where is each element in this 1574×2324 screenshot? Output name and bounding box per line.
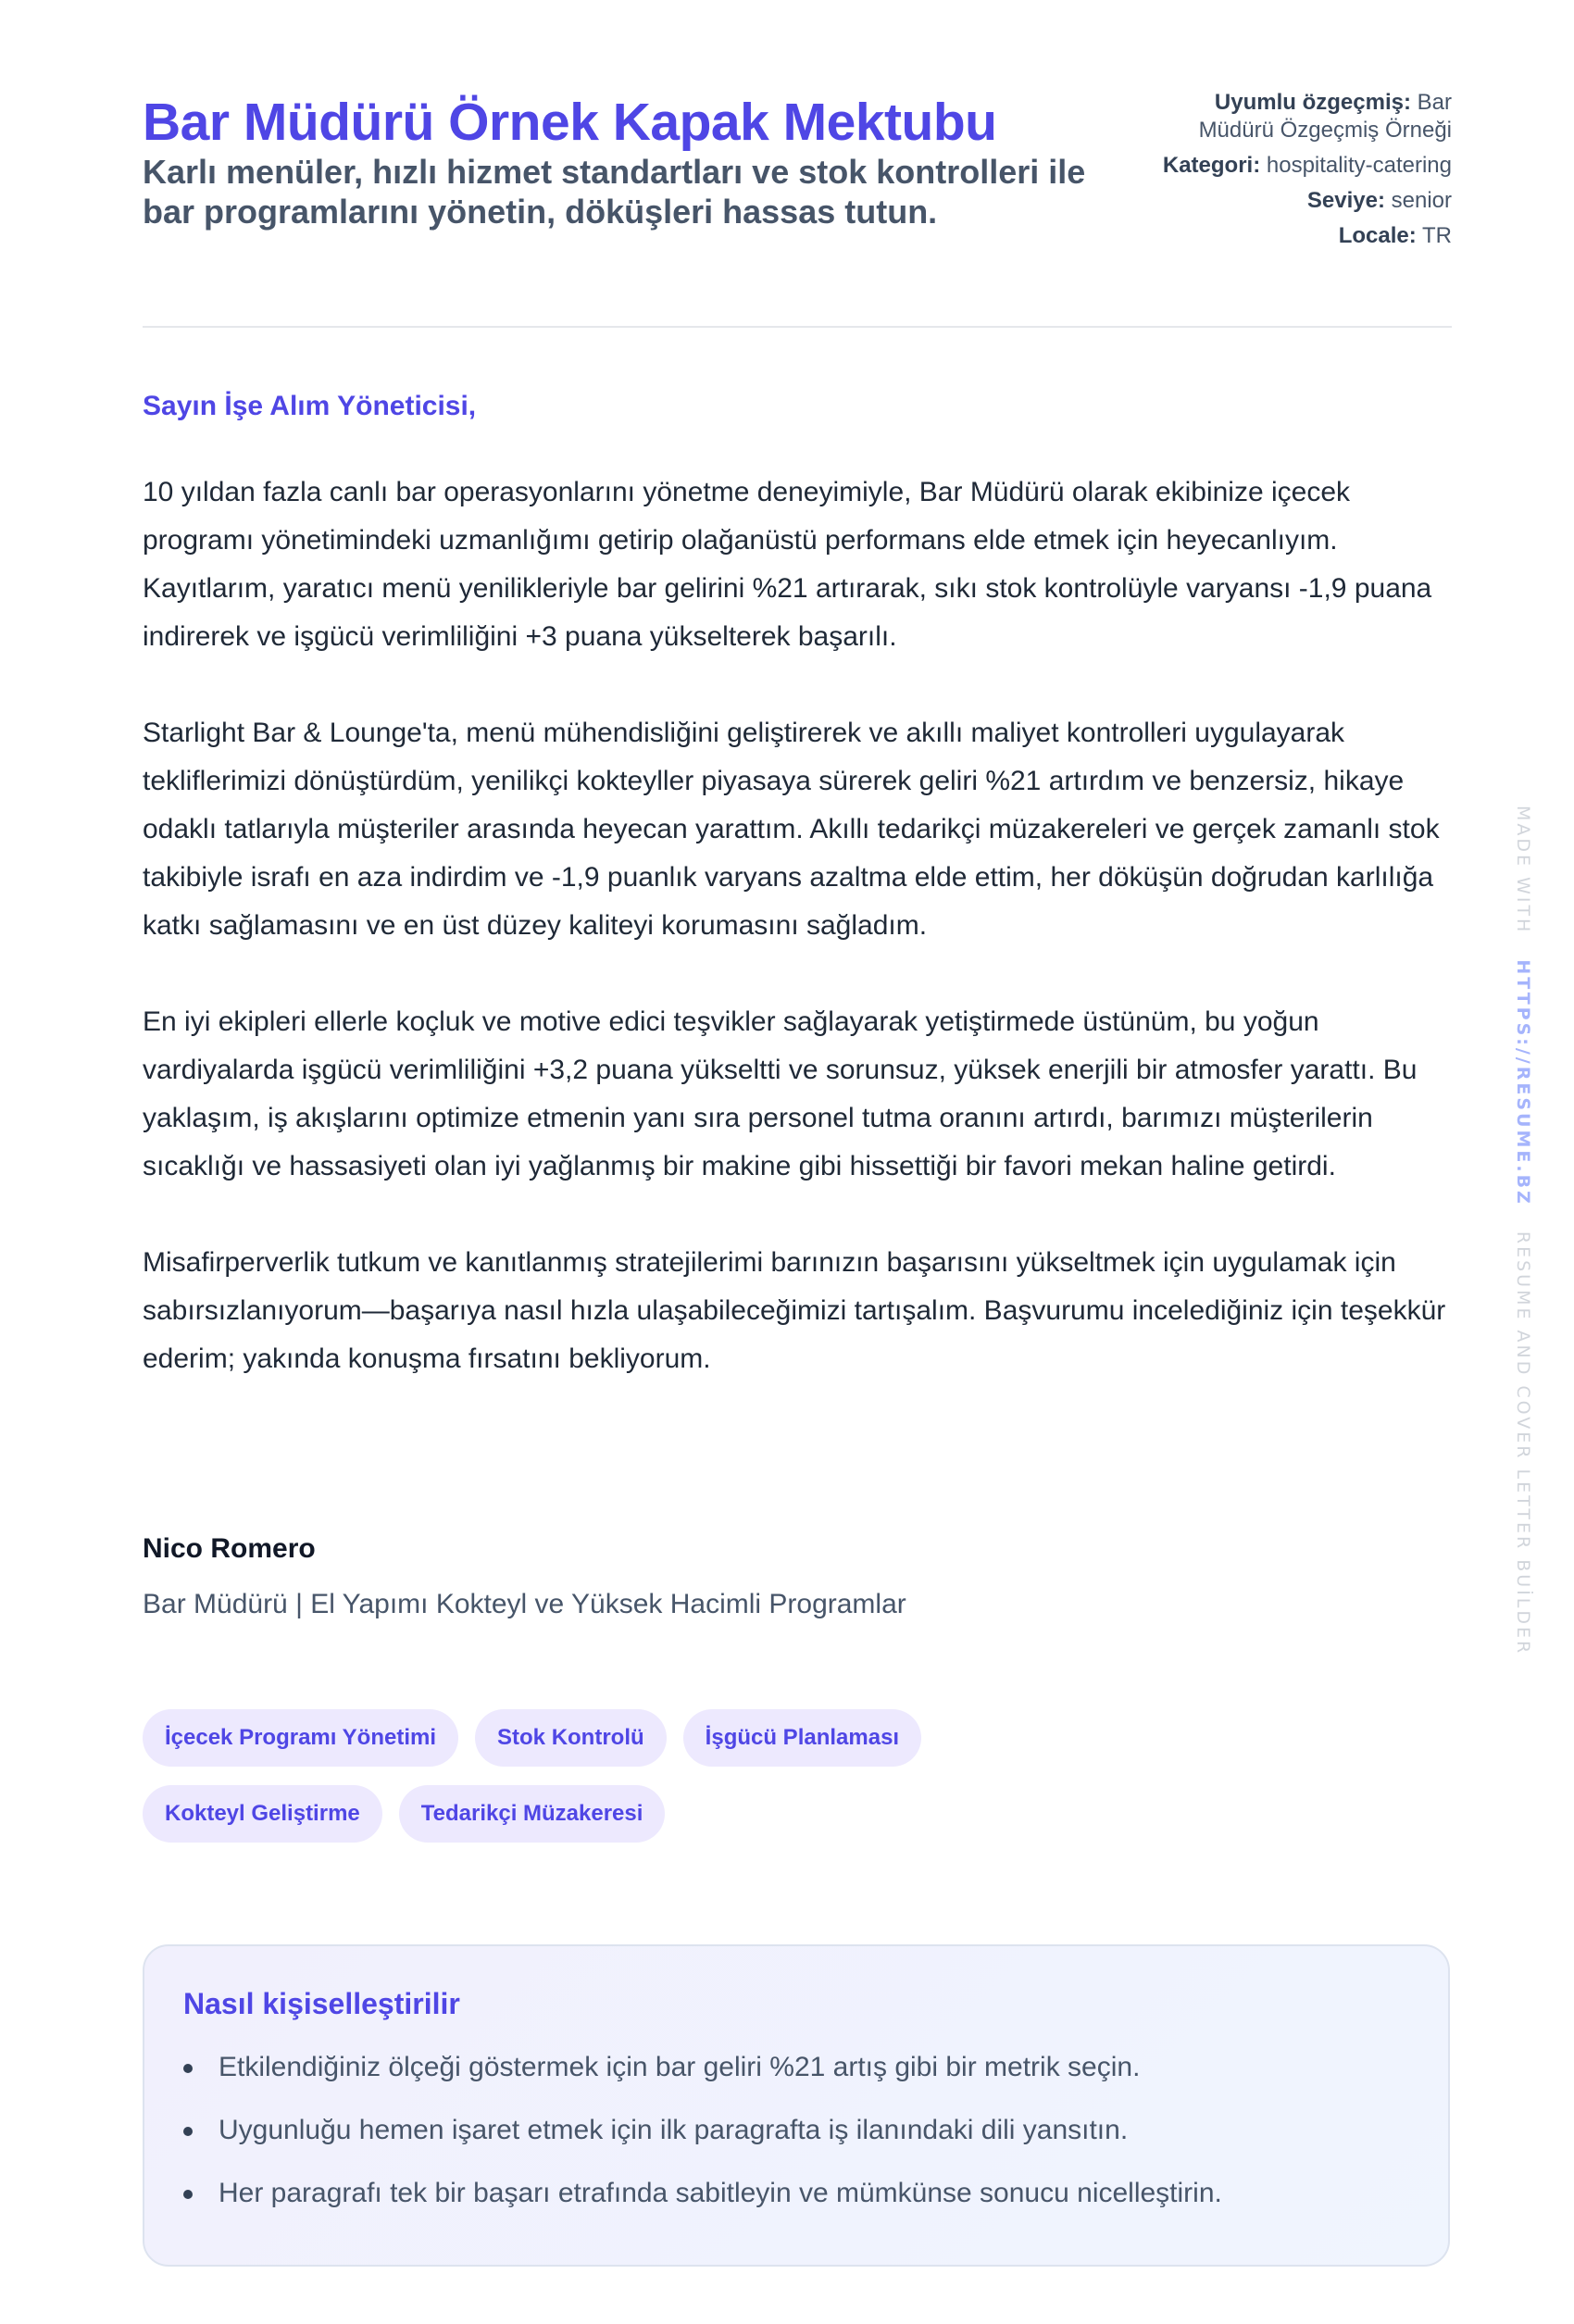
tip-item [183, 2171, 1409, 2216]
bullet-icon [183, 2127, 193, 2136]
signature-name: Nico Romero [143, 1533, 316, 1564]
letter-paragraph: 10 yıldan fazla canlı bar operasyonlarını yönetme deneyimiyle, Bar Müdürü olarak ekibinize içecek programı yönetimindeki uzmanlığımı getirip olağanüstü performans elde etmek için heyecanlıyım. Kayıtlarım, yaratıcı menü yenilikleriyle bar gelirini %21 artırarak, sıkı stok kontrolüyle varyansı -1,9 puana indirerek ve işgücü verimliliğini +3 puana yükselterek başarılı. [143, 477, 1432, 652]
tips-list [183, 2045, 1409, 2216]
watermark-suffix: RESUME AND COVER LETTER BUİLDER [1513, 1231, 1533, 1656]
skill-tag: Stok Kontrolü [475, 1709, 667, 1767]
skill-tag: Kokteyl Geliştirme [143, 1785, 382, 1843]
letter-paragraph: Misafirperverlik tutkum ve kanıtlanmış stratejilerimi barınızın başarısını yükseltmek için uygulamak için sabırsızlanıyorum—başarıya nasıl hızla ulaşabileceğimizi tartışalım. Başvurumu incelediğiniz için teşekkür ederim; yakında konuşma fırsatını bekliyorum. [143, 1247, 1446, 1374]
meta-category-value: hospitality-catering [1266, 153, 1452, 178]
personalization-tips [143, 1944, 1450, 2267]
meta-locale-value: TR [1422, 223, 1452, 248]
skill-tag: İşgücü Planlaması [683, 1709, 921, 1767]
meta-resume [1156, 89, 1452, 144]
meta-level [1156, 187, 1452, 215]
tip-text: Etkilendiğiniz ölçeği göstermek için bar geliri %21 artış gibi bir metrik seçin. [219, 2052, 1141, 2082]
meta-locale [1156, 222, 1452, 250]
page-title: Bar Müdürü Örnek Kapak Mektubu [143, 93, 997, 152]
letter-greeting: Sayın İşe Alım Yöneticisi, [143, 391, 477, 421]
watermark-prefix: MADE WITH [1513, 806, 1533, 935]
meta-level-label: Seviye: [1306, 188, 1385, 213]
watermark-link[interactable]: HTTPS://RESUME.BZ [1513, 959, 1533, 1206]
watermark [1513, 806, 1533, 1656]
tip-text: Uygunluğu hemen işaret etmek için ilk paragrafta iş ilanındaki dili yansıtın. [219, 2115, 1129, 2145]
skill-tag: Tedarikçi Müzakeresi [399, 1785, 666, 1843]
header-divider [143, 326, 1452, 328]
meta-level-value: senior [1391, 188, 1452, 213]
tip-text: Her paragrafı tek bir başarı etrafında sabitleyin ve mümkünse sonucu nicelleştirin. [219, 2178, 1222, 2208]
letter-paragraph: En iyi ekipleri ellerle koçluk ve motive edici teşvikler sağlayarak yetiştirmede üstünüm, bu yoğun vardiyalarda işgücü verimliliğini +3,2 puana yükseltti ve sorunsuz, yüksek enerjili bir atmosfer yarattı. Bu yaklaşım, iş akışlarını optimize etmenin yanı sıra personel tutma oranını artırdı, barımızı müşterilerin sıcaklığı ve hassasiyeti olan iyi yağlanmış bir makine gibi hissettiği bir favori mekan haline getirdi. [143, 1006, 1418, 1181]
tips-title: Nasıl kişiselleştirilir [183, 1987, 460, 2020]
skill-tag: İçecek Programı Yönetimi [143, 1709, 458, 1767]
bullet-icon [183, 2064, 193, 2073]
bullet-icon [183, 2190, 193, 2199]
meta-panel [1156, 89, 1452, 257]
meta-resume-value[interactable]: Bar Müdürü Özgeçmiş Örneği [1198, 90, 1452, 143]
meta-category [1156, 152, 1452, 180]
tip-item [183, 2108, 1409, 2153]
header [143, 89, 1452, 320]
page-subtitle: Karlı menüler, hızlı hizmet standartları ve stok kontrolleri ile bar programlarını yönetin, döküşleri hassas tutun. [143, 153, 1086, 231]
meta-category-label: Kategori: [1162, 153, 1261, 178]
letter-body [143, 469, 1452, 1431]
cover-letter-page [143, 89, 1452, 2208]
tip-item [183, 2045, 1409, 2090]
meta-locale-label: Locale: [1338, 223, 1417, 248]
skill-tags [143, 1709, 1161, 1843]
meta-resume-label: Uyumlu özgeçmiş: [1214, 90, 1411, 115]
signature-role: Bar Müdürü | El Yapımı Kokteyl ve Yüksek Hacimli Programlar [143, 1589, 906, 1619]
letter-paragraph: Starlight Bar & Lounge'ta, menü mühendisliğini geliştirerek ve akıllı maliyet kontrolleri uygulayarak tekliflerimizi dönüştürdüm, yenilikçi kokteyller piyasaya sürerek geliri %21 artırdım ve benzersiz, hikaye odaklı tatlarıyla müşteriler arasında heyecan yarattım. Akıllı tedarikçi müzakereleri ve gerçek zamanlı stok takibiyle israfı en aza indirdim ve -1,9 puanlık varyans azaltma elde ettim, her döküşün doğrudan karlılığa katkı sağlamasını ve en üst düzey kaliteyi korumasını sağladım. [143, 718, 1440, 941]
